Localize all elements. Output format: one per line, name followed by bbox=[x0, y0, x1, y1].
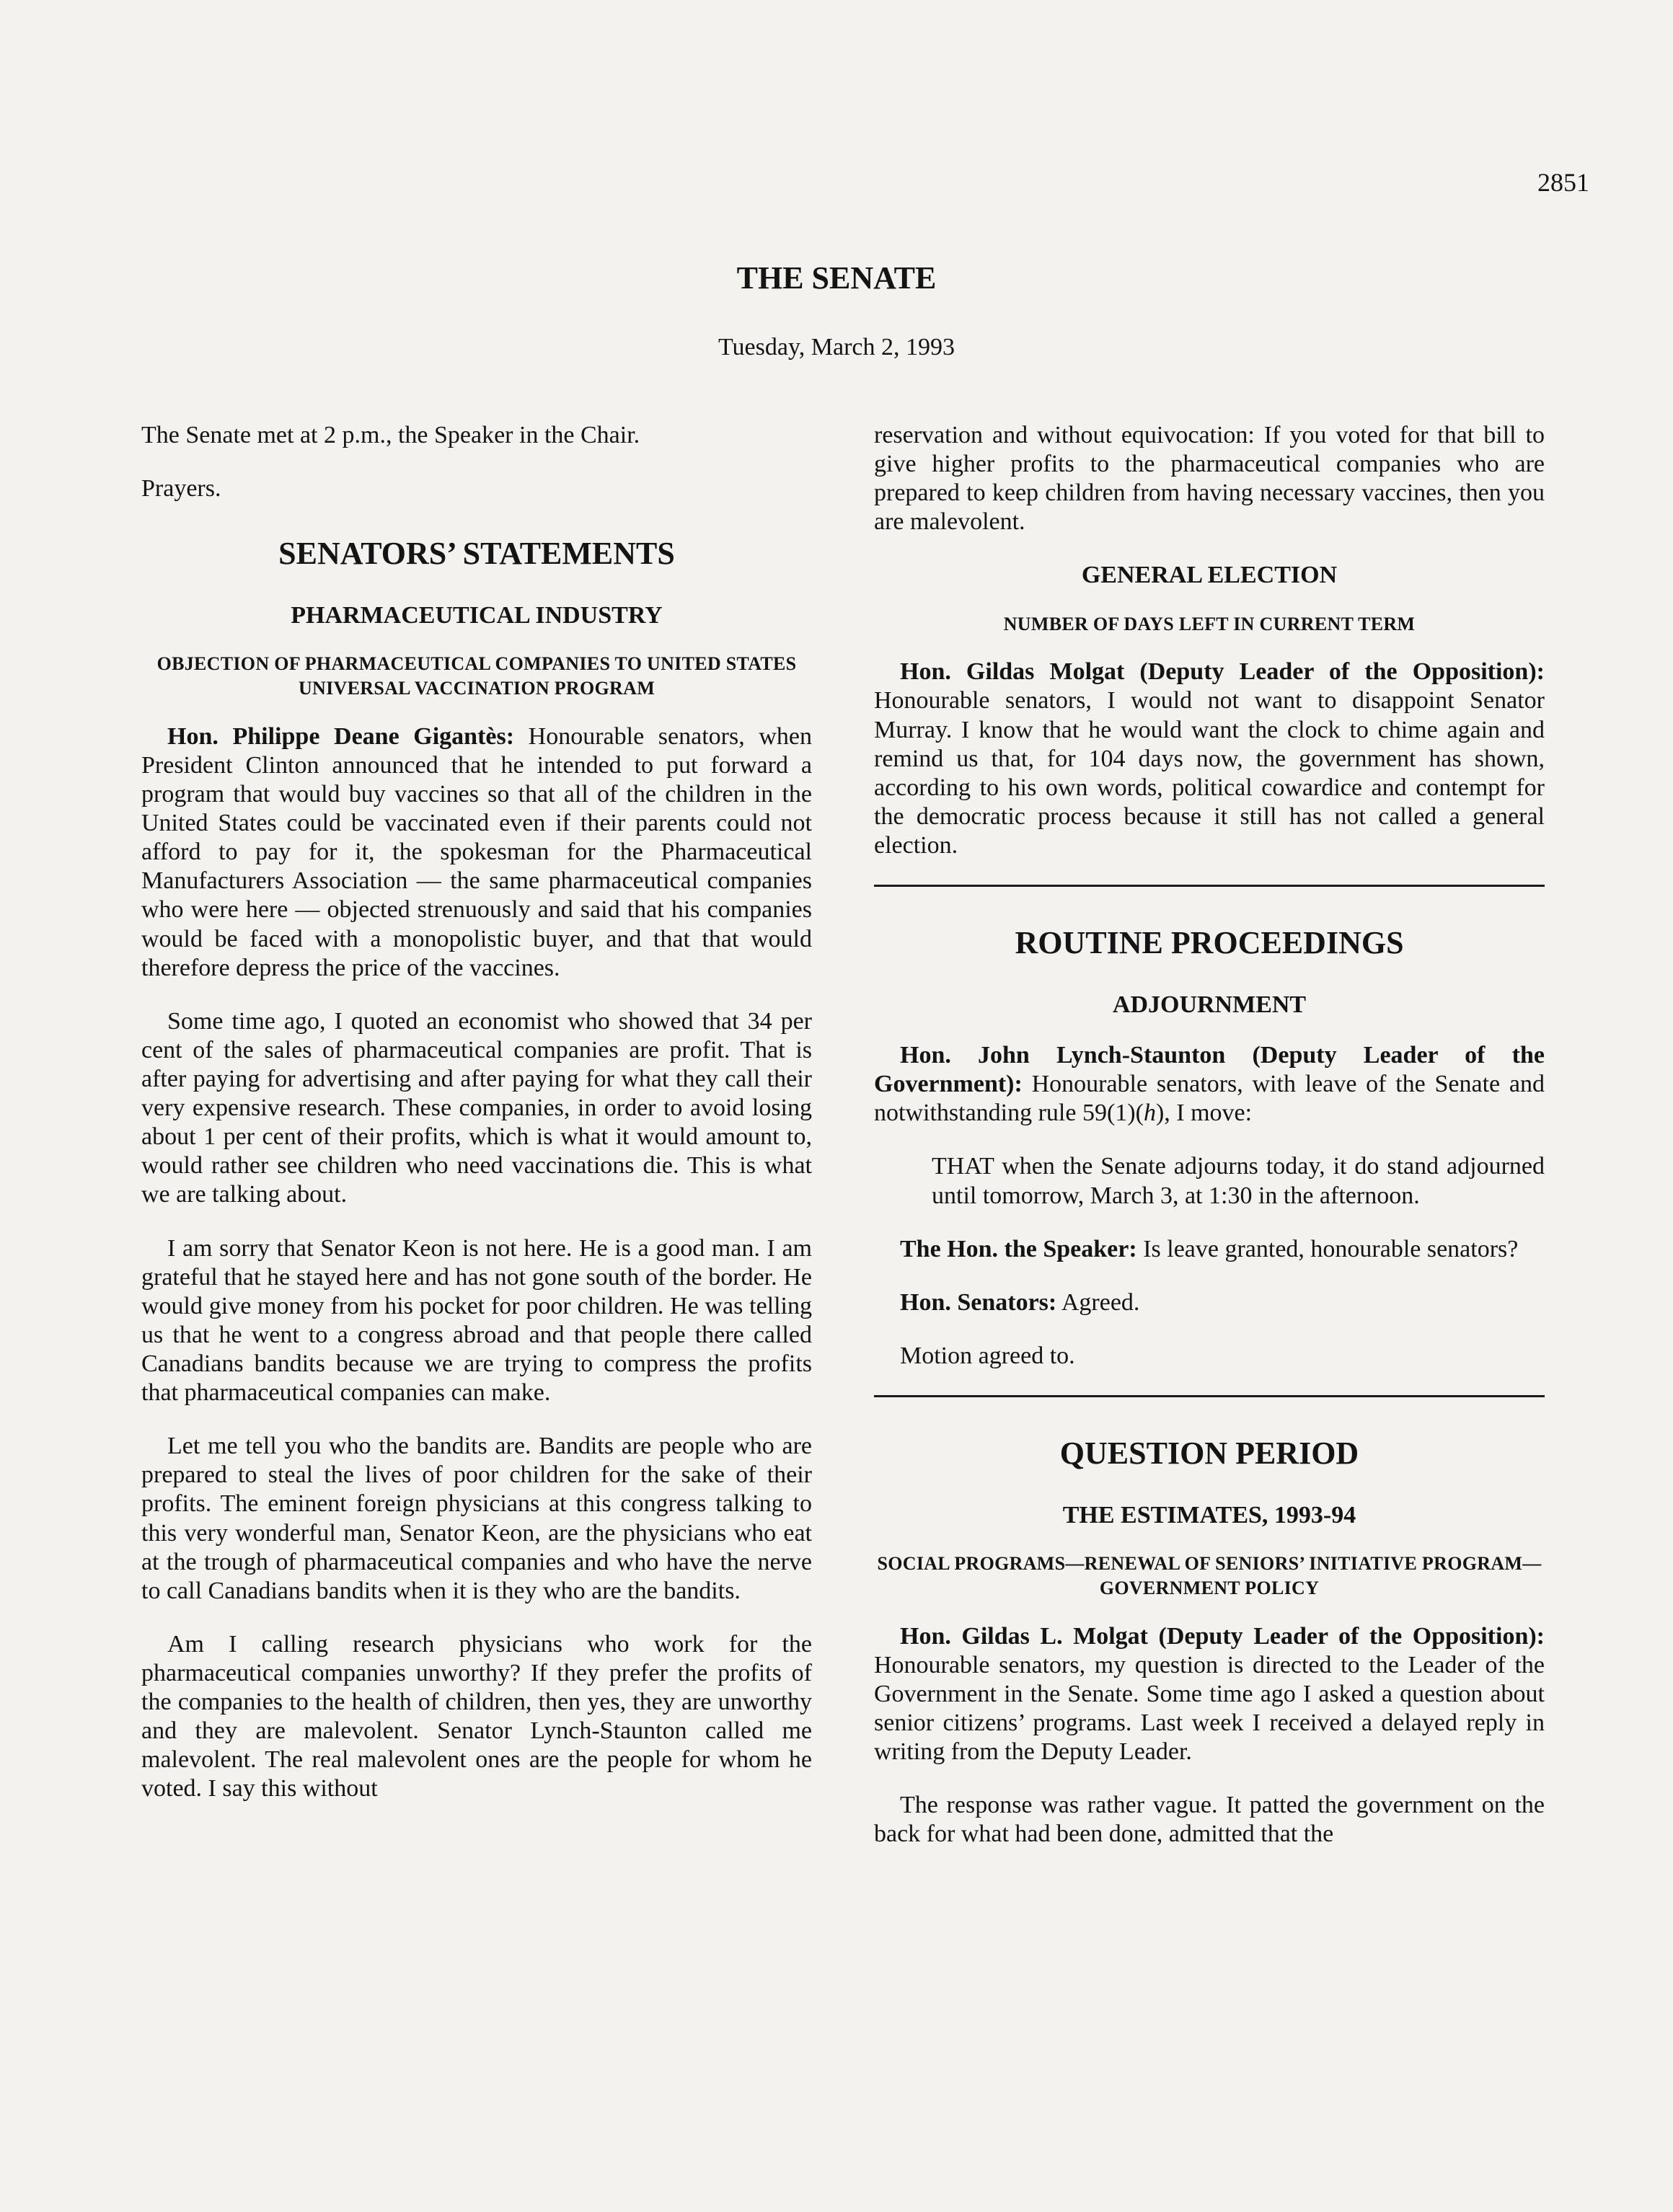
speaker-name: Hon. Gildas Molgat (Deputy Leader of the Opposition): bbox=[900, 658, 1545, 686]
section-divider bbox=[874, 1395, 1545, 1397]
speech-text: Honourable senators, with leave of the Senate and notwithstanding rule 59(1)( bbox=[874, 1071, 1545, 1127]
subject-heading-estimates: THE ESTIMATES, 1993-94 bbox=[1062, 1501, 1356, 1529]
section-heading-question-period: QUESTION PERIOD bbox=[1059, 1435, 1359, 1471]
left-column bbox=[141, 421, 812, 1828]
speech-text: Honourable senators, when President Clinton announced that he intended to put forward a program that would buy vaccines so that all of the children in the United States could be vaccinated even if their parents could not afford to pay for it, the spokesman for the Pharmaceutical Manufacturers Association — the same pharmaceutical companies who were here — objected strenuously and said that his companies would be faced with a monopolistic buyer, and that that would therefore depress the price of the vaccines. bbox=[141, 722, 812, 981]
speaker-name: Hon. Gildas L. Molgat (Deputy Leader of the Opposition): bbox=[900, 1622, 1545, 1650]
section-divider bbox=[874, 885, 1545, 887]
speech-text: Honourable senators, my question is directed to the Leader of the Government in the Senate. Some time ago I asked a question about senior citizens’ programs. Last week I received a delayed reply in writing from the Deputy Leader. bbox=[874, 1651, 1545, 1766]
page-number: 2851 bbox=[1537, 168, 1589, 197]
statement-paragraph: I am sorry that Senator Keon is not here. He is a good man. I am grateful that he stayed here and has not gone south of the border. He would give money from his pocket for poor children. He was telling us that he went to a congress abroad and that people there called Canadians bandits because we are trying to compress the profits that pharmaceutical companies can make. bbox=[141, 1234, 812, 1407]
prayers-line: Prayers. bbox=[141, 475, 221, 503]
speech-text: Honourable senators, I would not want to disappoint Senator Murray. I know that he would want the clock to chime again and remind us that, for 104 days now, the government has shown, according to his own words, political cowardice and contempt for the democratic process because it still has not called a general election. bbox=[874, 687, 1545, 859]
statement-paragraph bbox=[874, 1622, 1545, 1767]
speech-text: ), I move: bbox=[1155, 1100, 1253, 1127]
statement-paragraph bbox=[874, 658, 1545, 860]
topic-heading-days-left: NUMBER OF DAYS LEFT IN CURRENT TERM bbox=[1003, 613, 1416, 634]
statement-paragraph: Am I calling research physicians who work for the pharmaceutical companies unworthy? If they prefer the profits of the companies to the health of children, then yes, they are unworthy and they are malevolent. Senator Lynch-Staunton called me malevolent. The real malevolent ones are the people for whom he voted. I say this without bbox=[141, 1630, 812, 1802]
statement-continuation: reservation and without equivocation: If you voted for that bill to give higher profits to the pharmaceutical companies who are prepared to keep children from having necessary vaccines, then you are malevolent. bbox=[874, 422, 1545, 536]
statement-paragraph bbox=[874, 1288, 1545, 1317]
statement-paragraph: Let me tell you who the bandits are. Bandits are people who are prepared to steal the lives of poor children for the sake of their profits. The eminent foreign physicians at this congress talking to this very wonderful man, Senator Keon, are the physicians who eat at the trough of pharmaceutical companies and who have the nerve to call Canadians bandits when it is they who are the bandits. bbox=[141, 1433, 812, 1604]
speaker-name: The Hon. the Speaker: bbox=[900, 1235, 1137, 1262]
right-column bbox=[874, 421, 1545, 1873]
statement-paragraph bbox=[874, 1041, 1545, 1128]
speech-text: Is leave granted, honourable senators? bbox=[1136, 1235, 1519, 1262]
opening-line: The Senate met at 2 p.m., the Speaker in the Chair. bbox=[141, 422, 640, 448]
topic-heading-vaccination-program: OBJECTION OF PHARMACEUTICAL COMPANIES TO UNITED STATES UNIVERSAL VACCINATION PROGRAM bbox=[156, 653, 797, 699]
subject-heading-general-election: GENERAL ELECTION bbox=[1081, 562, 1338, 589]
masthead bbox=[0, 260, 1673, 361]
statement-paragraph: Motion agreed to. bbox=[900, 1342, 1075, 1369]
statement-paragraph bbox=[141, 722, 812, 983]
section-heading-senators-statements: SENATORS’ STATEMENTS bbox=[278, 536, 675, 572]
rule-letter: h bbox=[1143, 1100, 1156, 1127]
section-heading-routine-proceedings: ROUTINE PROCEEDINGS bbox=[1015, 925, 1404, 961]
motion-text: THAT when the Senate adjourns today, it do stand adjourned until tomorrow, March 3, at 1:30 in the afternoon. bbox=[932, 1153, 1545, 1209]
page-title: THE SENATE bbox=[736, 260, 937, 296]
speaker-name: Hon. Senators: bbox=[900, 1288, 1057, 1316]
speaker-name: Hon. Philippe Deane Gigantès: bbox=[167, 722, 515, 750]
speaker-name: Hon. John Lynch-Staunton (Deputy Leader of the Government): bbox=[874, 1042, 1545, 1098]
statement-paragraph: The response was rather vague. It patted the government on the back for what had been done, admitted that the bbox=[874, 1792, 1545, 1848]
statement-paragraph bbox=[874, 1235, 1545, 1264]
sitting-date: Tuesday, March 2, 1993 bbox=[718, 334, 955, 360]
subject-heading-adjournment: ADJOURNMENT bbox=[1112, 991, 1307, 1019]
statement-paragraph: Some time ago, I quoted an economist who showed that 34 per cent of the sales of pharmaceutical companies are profit. That is after paying for advertising and after paying for what they call their very expensive research. These companies, in order to avoid losing about 1 per cent of their profits, which is what it would amount to, would rather see children who need vaccinations die. This is what we are talking about. bbox=[141, 1007, 812, 1208]
topic-heading-seniors-initiative: SOCIAL PROGRAMS—RENEWAL OF SENIORS’ INITIATIVE PROGRAM—GOVERNMENT POLICY bbox=[877, 1553, 1542, 1598]
speech-text: Agreed. bbox=[1056, 1288, 1140, 1316]
subject-heading-pharmaceutical-industry: PHARMACEUTICAL INDUSTRY bbox=[291, 602, 663, 629]
